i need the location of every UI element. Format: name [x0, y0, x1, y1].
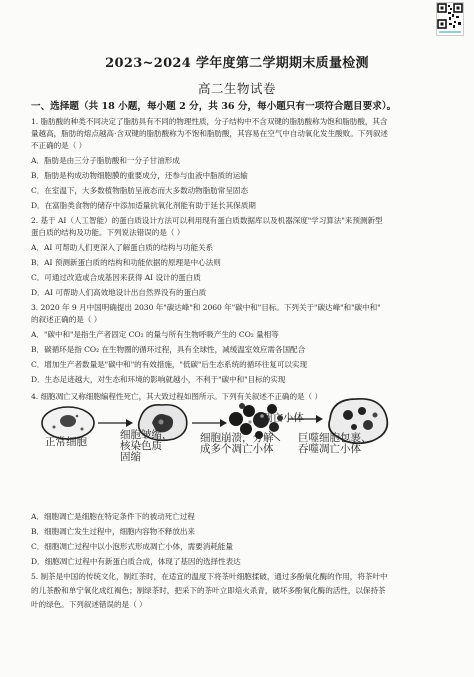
caption-apoptotic-body: 凋亡小体 [262, 412, 304, 424]
exam-title: 2023~2024 学年度第二学期期末质量检测 [105, 56, 369, 71]
question-line: 的叙述正确的是（ ） [31, 315, 102, 324]
question-line: B．细胞凋亡发生过程中，细胞内容物不释放出来 [31, 527, 195, 536]
question-line: D．AI 可帮助人们高效地设计出自然界没有的蛋白质 [31, 288, 207, 297]
question-line: A．细胞凋亡是细胞在特定条件下的被动死亡过程 [31, 512, 195, 521]
question-line: D．细胞凋亡过程中有新蛋白质合成，体现了基因的选择性表达 [31, 557, 241, 566]
question-line: C．可通过改造或合成基因来获得 AI 设计的蛋白质 [31, 273, 201, 282]
question-line: 5. 制茶是中国的传统文化，制红茶时，在适宜的温度下将茶叶细胞揉破，通过多酚氧化酶的作用，将茶叶中 [31, 572, 388, 581]
question-line: A．脂肪是由三分子脂肪酸和一分子甘油形成 [31, 156, 180, 165]
question-line: 叶的绿色。下列叙述错误的是（ ） [31, 600, 147, 609]
arrow-1 [98, 419, 133, 427]
exam-subtitle: 高二生物试卷 [197, 81, 276, 96]
section-heading: 一、选择题（共 18 小题，每小题 2 分，共 36 分，每小题只有一项符合题目要求）。 [31, 101, 397, 112]
question-line: 蛋白质的结构及功能。下列说法错误的是（ ） [31, 228, 185, 237]
normal-cell-drawing [42, 407, 94, 439]
qr-code-icon [436, 2, 464, 36]
question-line: 4. 细胞凋亡又称细胞编程性死亡，其大致过程如图所示。下列有关叙述不正确的是（ ） [31, 392, 322, 401]
apoptosis-figure [30, 389, 430, 497]
question-line: C．增加生产者数量是"碳中和"的有效措施，"低碳"后生态系统的循环往复可以实现 [31, 360, 308, 369]
question-line: B．脂肪是构成动物细胞膜的重要成分，还参与血液中脂质的运输 [31, 171, 248, 180]
question-line: A．"碳中和"是指生产者固定 CO₂ 的量与所有生物呼吸产生的 CO₂ 量相等 [31, 330, 279, 339]
question-line: C．在室温下，大多数植物脂肪呈液态而大多数动物脂肪常呈固态 [31, 186, 248, 195]
question-line: D．生态足迹越大，对生态和环境的影响就越小，不利于"碳中和"目标的实现 [31, 375, 286, 384]
question-line: C．细胞凋亡过程中以小泡形式形成凋亡小体，需要消耗能量 [31, 542, 233, 551]
question-line: 量越高，脂肪的熔点越高·含双键的脂肪酸称为不饱和脂肪酸，其容易在空气中自动氧化发生酸败。下列叙述 [31, 129, 388, 138]
question-line: 3. 2020 年 9 月中国明确提出 2030 年"碳达峰"和 2060 年"碳中和"目标。下列关于"碳达峰"和"碳中和" [31, 303, 381, 312]
question-line: B．AI 预测新蛋白质的结构和功能依据的原理是中心法则 [31, 258, 221, 267]
question-line: 1. 脂肪酸的种类不同决定了脂肪具有不同的物理性质，分子结构中不含双键的脂肪酸称为饱和脂肪酸，其含 [31, 117, 388, 126]
caption-normal-cell: 正常细胞 [45, 436, 87, 448]
caption-macrophage-engulf: 巨噬细胞包裹、 吞噬凋亡小体 [298, 432, 372, 455]
question-line: A．AI 可帮助人们更深入了解蛋白质的结构与功能关系 [31, 243, 214, 252]
question-line: 不正确的是（ ） [31, 141, 87, 150]
question-line: B．碳循环是指 CO₂ 在生物圈的循环过程，具有全球性，减缓温室效应需各国配合 [31, 345, 306, 354]
question-line: D．在富脂类食物的储存中添加适量抗氧化剂能有助于延长其保质期 [31, 201, 256, 210]
arrow-2 [192, 419, 227, 427]
question-line: 2. 基于 AI（人工智能）的蛋白质设计方法可以利用现有蛋白质数据库以及机器深度"学习算法"来预测新型 [31, 216, 383, 225]
caption-cell-shrink: 细胞皱缩， 核染色质 固缩 [120, 429, 173, 463]
question-line: 的儿茶酚和单宁氧化成红褐色；制绿茶时，把采下的茶叶立即焙火杀青，破坏多酚氧化酶的活性，以保持茶 [31, 586, 386, 595]
caption-cell-rupture: 细胞崩溃，分解 成多个凋亡小体 [200, 432, 274, 455]
